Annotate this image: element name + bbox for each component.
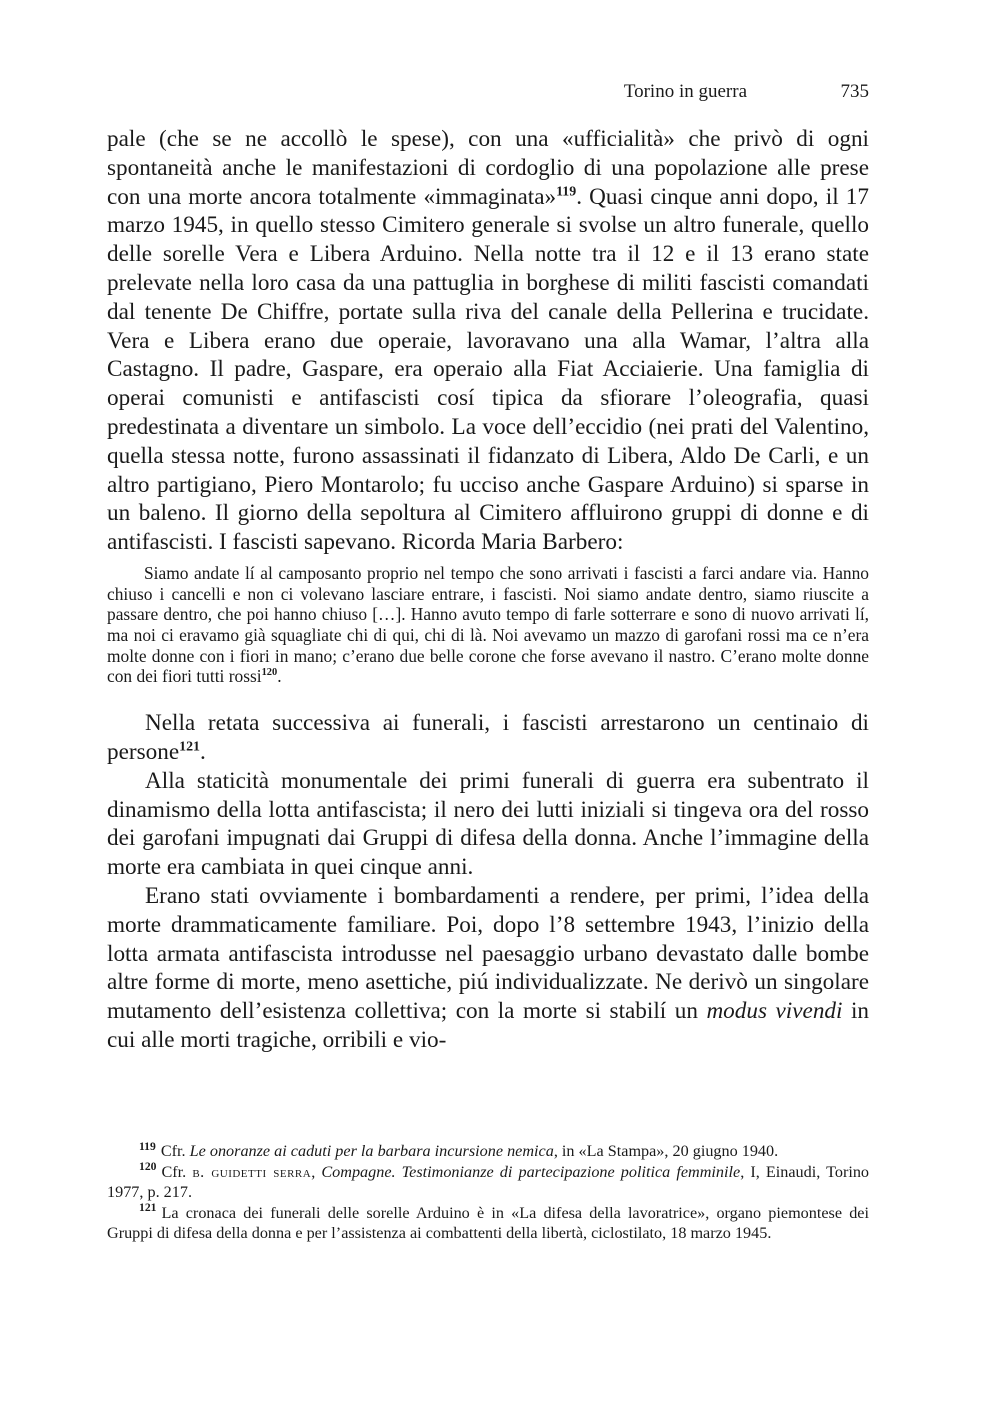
page-number: 735 (840, 81, 869, 102)
paragraph-1-text-a: pale (che se ne accollò le spese), con una «ufficialità» che privò di ogni spontaneità anche le manifestazioni di cordoglio di una popolazione alle prese con una morte ancora totalmente «immaginata» (107, 126, 869, 210)
footnote-text: , in «La Stampa», 20 giugno 1940. (553, 1142, 779, 1160)
footnote-121 (107, 1203, 869, 1244)
paragraph-4 (107, 882, 869, 1055)
footnote-title: Compagne. Testimonianze di partecipazione politica femminile (321, 1162, 741, 1181)
footnote-119 (107, 1141, 869, 1162)
paragraph-4-italic: modus vivendi (706, 998, 843, 1025)
footnotes (107, 1141, 869, 1244)
footnote-text: , I, Einaudi, Torino 1977, p. 217. (107, 1162, 870, 1201)
footnote-number: 119 (139, 1139, 156, 1153)
paragraph-1 (107, 125, 869, 557)
footnote-120 (107, 1162, 869, 1203)
running-title: Torino in guerra (623, 81, 747, 102)
footnote-text: La cronaca dei funerali delle sorelle Arduino è in «La difesa della lavoratrice», organo piemontese dei Gruppi di difesa della donna e per l’assistenza ai combattenti della libertà, ciclostilato, 18 marzo 1945. (107, 1203, 869, 1242)
footnote-title: Le onoranze ai caduti per la barbara incursione nemica (189, 1142, 554, 1160)
paragraph-2-end: . (199, 738, 206, 765)
paragraph-4-text-b: in cui alle morti tragiche, orribili e vio- (107, 998, 869, 1053)
paragraph-3: Alla staticità monumentale dei primi funerali di guerra era subentrato il dinamismo della lotta antifascista; il nero dei lutti iniziali si tingeva ora del rosso dei garofani impugnati dai Gruppi di difesa della donna. Anche l’immagine della morte era cambiata in quei cinque anni. (107, 767, 869, 881)
footnote-text: Cfr. (160, 1142, 190, 1160)
footnote-text: Cfr. (161, 1162, 193, 1181)
quote-end: . (277, 666, 282, 687)
running-head (107, 81, 869, 107)
footnote-number: 121 (139, 1201, 157, 1215)
footnote-ref-121[interactable]: 121 (179, 739, 200, 755)
footnote-number: 120 (139, 1160, 157, 1174)
paragraph-2 (107, 709, 869, 767)
paragraph-4-text-a: Erano stati ovviamente i bombardamenti a rendere, per primi, l’idea della morte drammaticamente familiare. Poi, dopo l’8 settembre 1943, l’inizio della lotta armata antifascista introdusse nel paesaggio urbano devastato dalle bombe altre forme di morte, meno asettiche, piú individualizzate. Ne derivò un singolare mutamento dell’esistenza collettiva; con la morte si stabilí un (107, 882, 869, 1025)
footnote-author: b. guidetti serra (192, 1162, 312, 1181)
footnote-ref-120[interactable]: 120 (261, 667, 278, 679)
footnote-ref-119[interactable]: 119 (556, 183, 577, 199)
quote-text: Siamo andate lí al camposanto proprio nel tempo che sono arrivati i fascisti a farci andare via. Hanno chiuso i cancelli e non ci volevano lasciare entrare, i fascisti. Noi siamo andate dentro, siamo riuscite a passare dentro, che poi hanno chiuso […]. Hanno avuto tempo di farle sotterrare e sono di nuovo arrivati lí, ma noi ci eravamo già squagliate chi di qui, chi di là. Noi avevamo un mazzo di garofani rossi ma ce n’era molte donne con i fiori in mano; c’erano due belle corone che forse avevano il nastro. C’erano molte donne con dei fiori tutti rossi (107, 562, 869, 687)
paragraph-2-text: Nella retata successiva ai funerali, i fascisti arrestarono un centinaio di persone (107, 710, 869, 765)
footnote-text: , (311, 1162, 322, 1181)
block-quote (107, 563, 869, 687)
paragraph-1-text-b: . Quasi cinque anni dopo, il 17 marzo 1945, in quello stesso Cimitero generale si svolse un altro funerale, quello delle sorelle Vera e Libera Arduino. Nella notte tra il 12 e il 13 erano state prelevate nella loro casa da una pattuglia in borghese di militi fascisti comandati dal tenente De Chiffre, portate sulla riva del canale della Pellerina e trucidate. Vera e Libera erano due operaie, lavoravano una alla Wamar, l’altra alla Castagno. Il padre, Gaspare, era operaio alla Fiat Acciaierie. Una famiglia di operai comunisti e antifascisti cosí tipica da sfiorare l’oleografia, quasi predestinata a diventare un simbolo. La voce dell’eccidio (nei prati del Valentino, quella stessa notte, furono assassinati il fidanzato di Libera, Aldo De Carli, e un altro partigiano, Piero Montarolo; fu ucciso anche Gaspare Arduino) si sparse in un baleno. Il giorno della sepoltura al Cimitero affluirono gruppi di donne e di antifascisti. I fascisti sapevano. Ricorda Maria Barbero: (107, 183, 869, 556)
main-text (107, 125, 869, 1055)
